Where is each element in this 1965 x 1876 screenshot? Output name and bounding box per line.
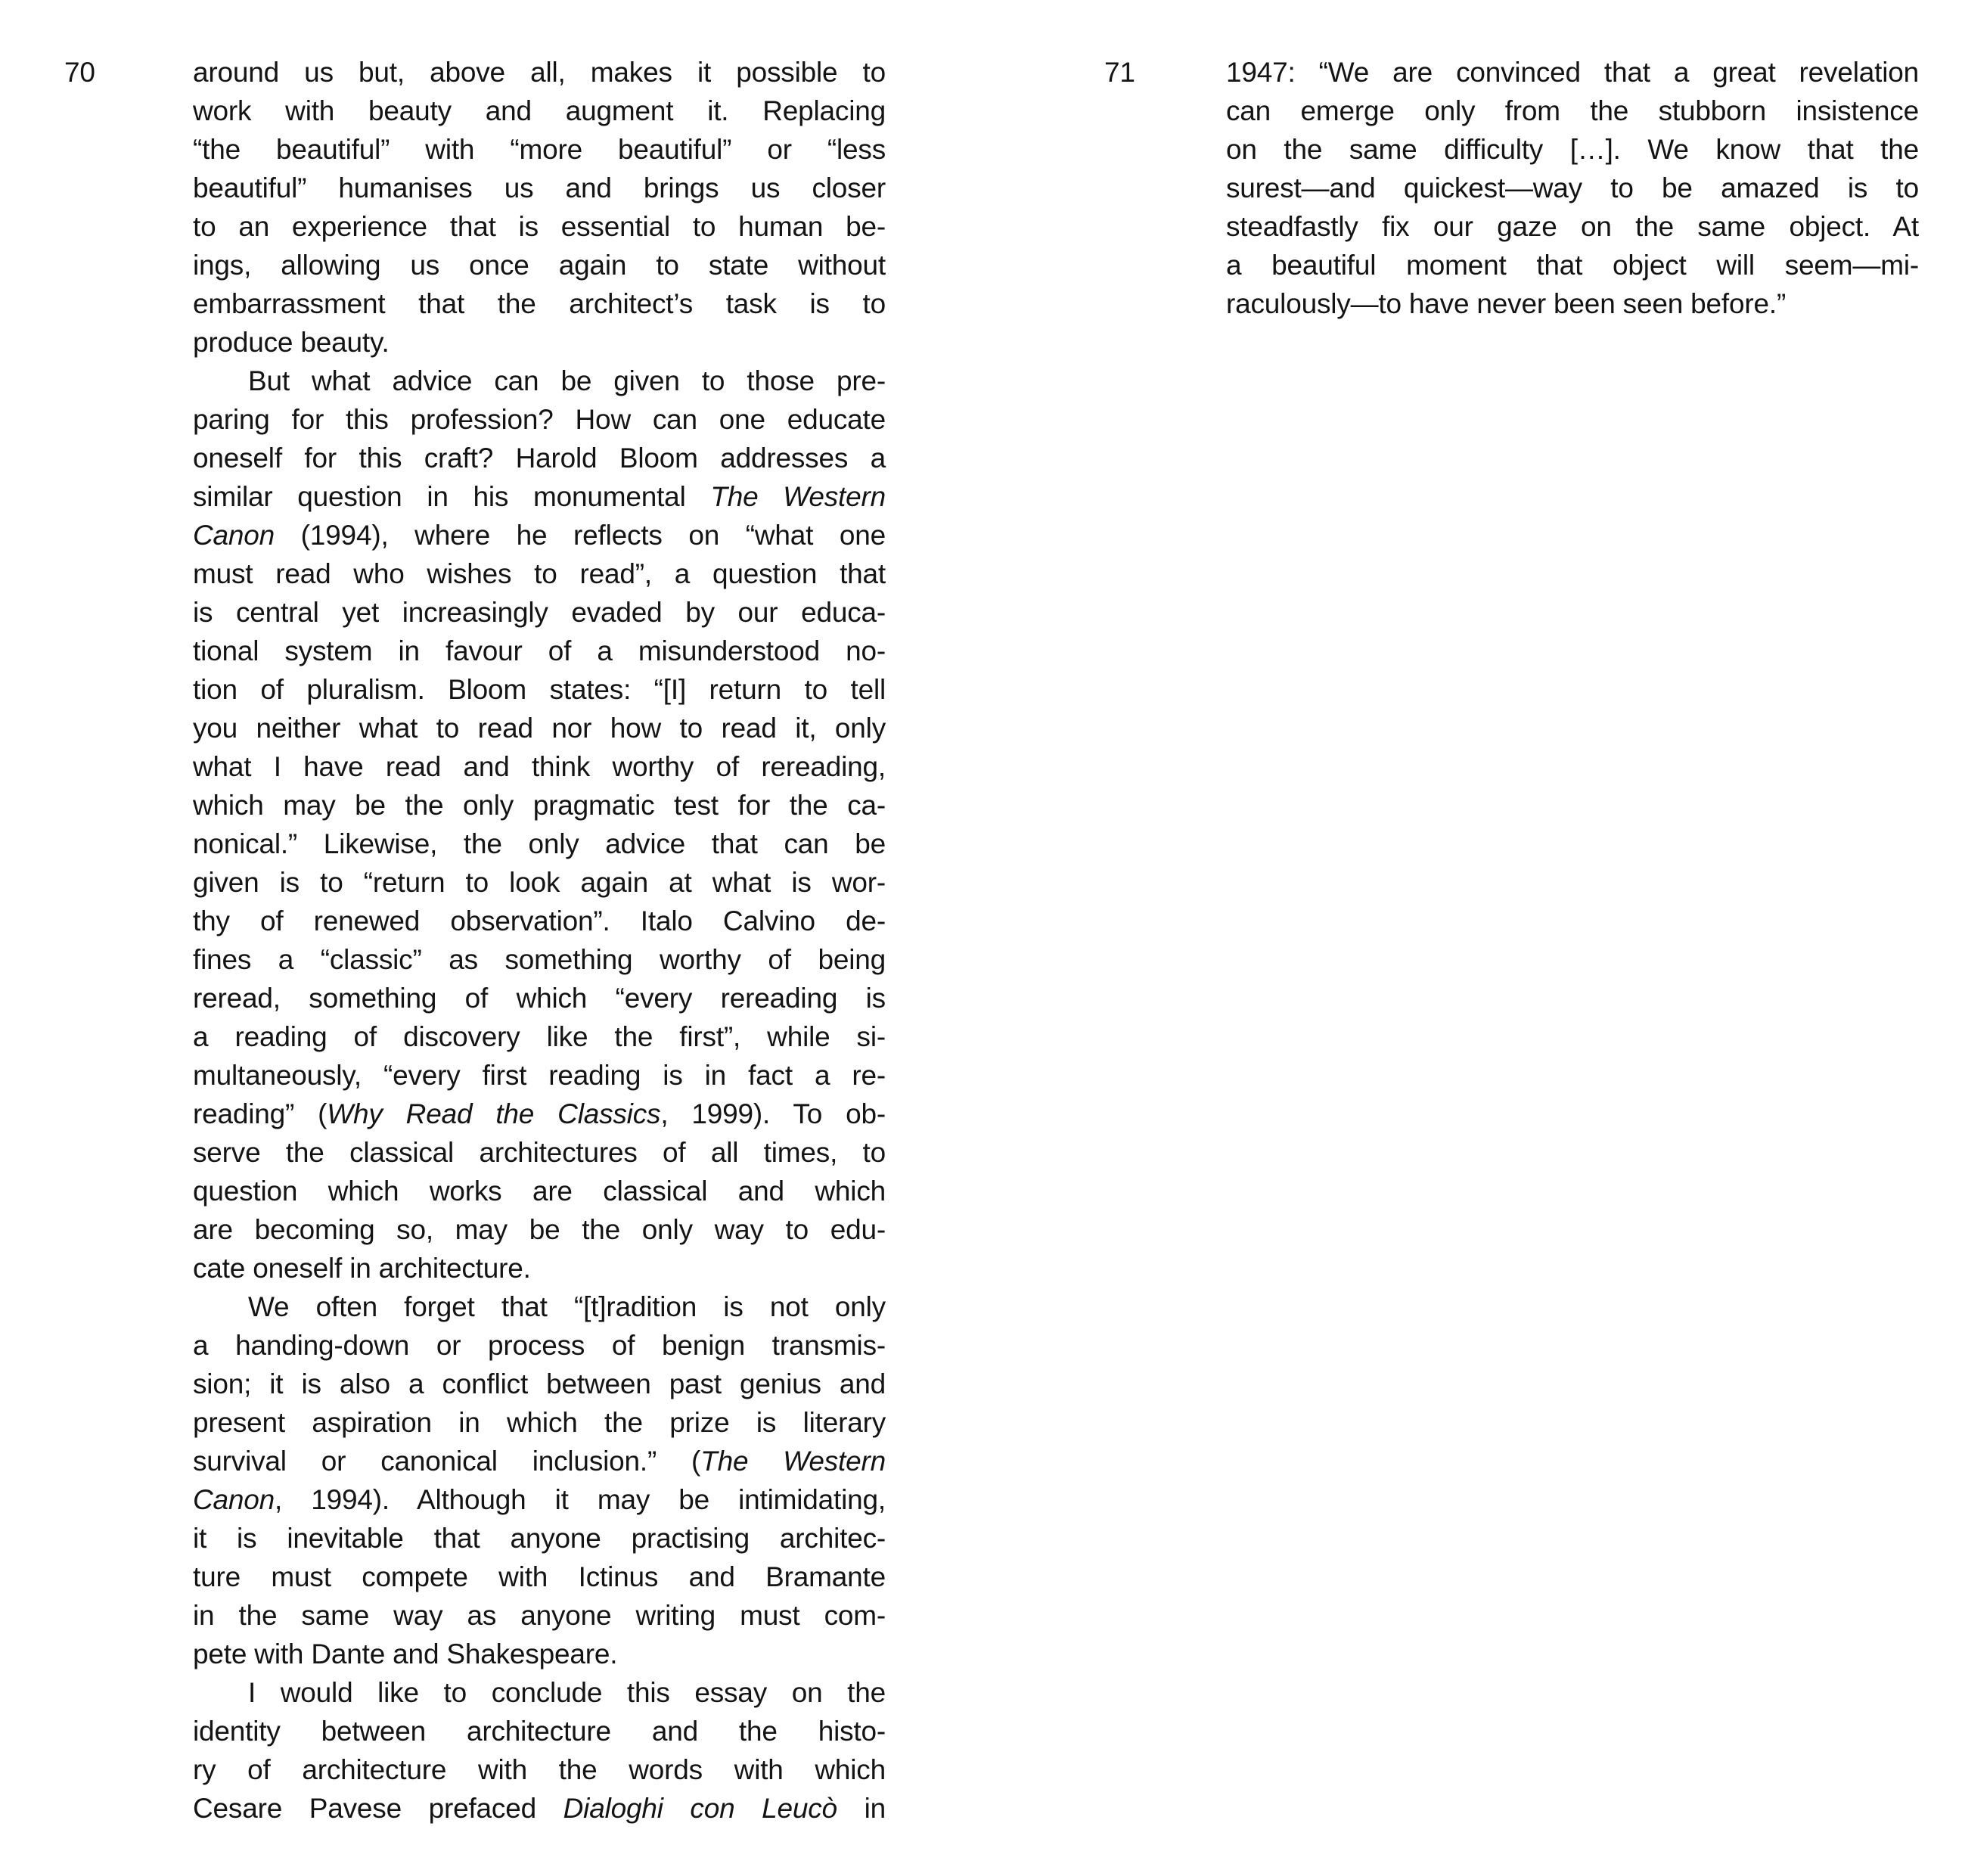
text-run: it is inevitable that anyone practising architec- [193, 1523, 886, 1554]
text-run: 1947: “We are convinced that a great revelation [1226, 57, 1919, 88]
text-run: ture must compete with Ictinus and Bramante [193, 1561, 886, 1592]
text-line [193, 1326, 886, 1365]
text-line [193, 1133, 886, 1172]
text-run: , 1994). Although it may be intimidating, [275, 1484, 886, 1515]
text-run: We often forget that “[t]radition is not only [248, 1291, 886, 1322]
text-line [193, 1287, 886, 1326]
text-run: nonical.” Likewise, the only advice that can be [193, 828, 886, 859]
text-line [193, 400, 886, 439]
text-line [193, 979, 886, 1017]
text-line [193, 439, 886, 477]
text-run: a handing-down or process of benign transmis- [193, 1330, 886, 1361]
text-line [193, 1249, 886, 1287]
text-line [193, 554, 886, 593]
text-line [193, 1017, 886, 1056]
text-line [193, 284, 886, 323]
text-run: must read who wishes to read”, a question that [193, 558, 886, 589]
text-line [193, 1673, 886, 1712]
text-run: similar question in his monumental [193, 481, 711, 512]
text-run: what I have read and think worthy of rereading, [193, 751, 886, 782]
text-line [193, 1712, 886, 1750]
text-line [193, 825, 886, 863]
text-run: steadfastly fix our gaze on the same object. At [1226, 211, 1919, 242]
text-run: work with beauty and augment it. Replacing [193, 95, 886, 126]
text-run: identity between architecture and the histo- [193, 1716, 886, 1747]
text-run: Cesare Pavese prefaced [193, 1793, 563, 1824]
text-line [193, 92, 886, 130]
text-run: is central yet increasingly evaded by our educa- [193, 597, 886, 628]
italic-text-run: The Western [710, 481, 886, 512]
text-run: present aspiration in which the prize is literary [193, 1407, 886, 1438]
text-line [193, 1172, 886, 1210]
text-line [193, 169, 886, 207]
text-run: “the beautiful” with “more beautiful” or “less [193, 134, 886, 165]
text-line [193, 1365, 886, 1403]
text-run: sion; it is also a conflict between past genius and [193, 1368, 886, 1399]
text-line [193, 1210, 886, 1249]
text-line [193, 1596, 886, 1635]
text-line [1226, 130, 1919, 169]
italic-text-run: The Western [700, 1446, 886, 1477]
text-line [193, 1056, 886, 1095]
text-run: in the same way as anyone writing must com- [193, 1600, 886, 1631]
text-line [1226, 284, 1919, 323]
text-line [193, 1403, 886, 1442]
text-run: (1994), where he reflects on “what one [275, 520, 886, 551]
text-line [193, 477, 886, 516]
text-line [1226, 92, 1919, 130]
text-run: a beautiful moment that object will seem—mi- [1226, 250, 1919, 281]
text-line [193, 246, 886, 284]
text-line [193, 786, 886, 825]
text-line [193, 1480, 886, 1519]
text-run: to an experience that is essential to human be- [193, 211, 886, 242]
text-line [193, 670, 886, 709]
text-run: given is to “return to look again at what is wor- [193, 867, 886, 898]
text-line [193, 1095, 886, 1133]
text-run: paring for this profession? How can one educate [193, 404, 886, 435]
text-run: reading” ( [193, 1098, 328, 1129]
text-run: survival or canonical inclusion.” ( [193, 1446, 701, 1477]
paragraph-number-left: 70 [64, 57, 95, 88]
text-run: embarrassment that the architect’s task is to [193, 288, 886, 319]
text-line [193, 1558, 886, 1596]
text-line [193, 593, 886, 632]
text-line [193, 207, 886, 246]
text-run: ings, allowing us once again to state without [193, 250, 886, 281]
text-run: raculously—to have never been seen before.” [1226, 288, 1787, 319]
italic-text-run: Dialoghi con Leucò [563, 1793, 837, 1824]
text-line [193, 747, 886, 786]
text-run: I would like to conclude this essay on the [248, 1677, 886, 1708]
text-run: oneself for this craft? Harold Bloom addresses a [193, 443, 886, 474]
text-line [193, 1635, 886, 1673]
text-run: multaneously, “every first reading is in fact a re- [193, 1060, 886, 1091]
text-line [193, 130, 886, 169]
text-line [193, 1750, 886, 1789]
text-run: you neither what to read nor how to read it, only [193, 713, 886, 744]
text-run: surest—and quickest—way to be amazed is to [1226, 172, 1919, 203]
text-run: produce beauty. [193, 327, 390, 358]
text-line [193, 863, 886, 902]
text-run: serve the classical architectures of all times, to [193, 1137, 886, 1168]
text-run: fines a “classic” as something worthy of being [193, 944, 886, 975]
text-run: question which works are classical and which [193, 1176, 886, 1207]
text-line [193, 940, 886, 979]
italic-text-run: Why Read the Classics [327, 1098, 661, 1129]
text-line [193, 709, 886, 747]
text-line [1226, 207, 1919, 246]
italic-text-run: Canon [193, 520, 275, 551]
text-run: tional system in favour of a misunderstood no- [193, 635, 886, 666]
text-line [193, 632, 886, 670]
text-run: , 1999). To ob- [660, 1098, 886, 1129]
text-run: a reading of discovery like the first”, while si- [193, 1021, 886, 1052]
text-line [193, 1789, 886, 1828]
text-run: tion of pluralism. Bloom states: “[I] return to tell [193, 674, 886, 705]
text-run: in [837, 1793, 886, 1824]
text-run: pete with Dante and Shakespeare. [193, 1638, 618, 1669]
text-column-left [193, 53, 886, 1828]
text-run: on the same difficulty […]. We know that the [1226, 134, 1919, 165]
text-run: around us but, above all, makes it possible to [193, 57, 886, 88]
text-column-right [1226, 53, 1919, 323]
text-line [193, 53, 886, 92]
text-line [1226, 246, 1919, 284]
text-run: But what advice can be given to those pre- [248, 365, 886, 396]
text-run: which may be the only pragmatic test for the ca- [193, 790, 886, 821]
text-line [1226, 53, 1919, 92]
text-run: beautiful” humanises us and brings us closer [193, 172, 886, 203]
text-line [193, 902, 886, 940]
text-line [193, 362, 886, 400]
text-run: can emerge only from the stubborn insistence [1226, 95, 1919, 126]
text-run: reread, something of which “every rereading is [193, 983, 886, 1014]
text-run: ry of architecture with the words with which [193, 1754, 886, 1785]
text-run: thy of renewed observation”. Italo Calvino de- [193, 905, 886, 936]
text-line [193, 516, 886, 554]
text-line [193, 323, 886, 362]
italic-text-run: Canon [193, 1484, 275, 1515]
paragraph-number-right: 71 [1104, 57, 1135, 88]
text-line [193, 1442, 886, 1480]
text-run: cate oneself in architecture. [193, 1253, 531, 1284]
text-line [1226, 169, 1919, 207]
text-run: are becoming so, may be the only way to edu- [193, 1214, 886, 1245]
text-line [193, 1519, 886, 1558]
